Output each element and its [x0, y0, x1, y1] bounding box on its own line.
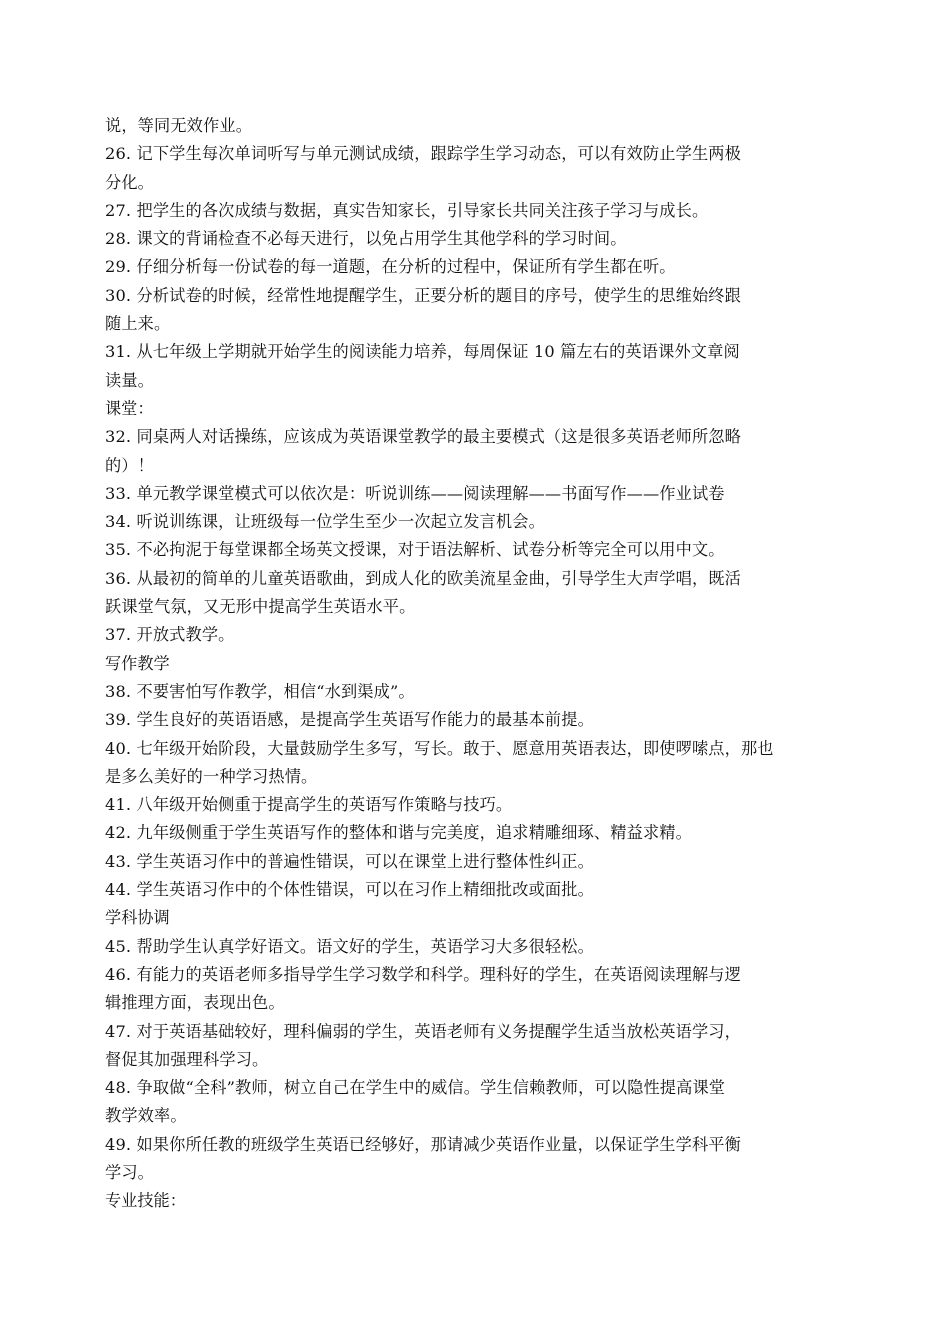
text-line: 28. 课文的背诵检查不必每天进行，以免占用学生其他学科的学习时间。	[105, 229, 627, 249]
text-line: 30. 分析试卷的时候，经常性地提醒学生，正要分析的题目的序号，使学生的思维始终跟	[105, 285, 741, 305]
text-line: 35. 不必拘泥于每堂课都全场英文授课，对于语法解析、试卷分析等完全可以用中文。	[105, 540, 725, 560]
text-line: 37. 开放式教学。	[105, 625, 235, 645]
text-line: 读量。	[105, 370, 155, 390]
text-line: 27. 把学生的各次成绩与数据，真实告知家长，引导家长共同关注孩子学习与成长。	[105, 200, 709, 220]
text-line: 38. 不要害怕写作教学，相信“水到渠成”。	[105, 681, 415, 701]
document-page	[105, 112, 850, 1216]
text-line: 随上来。	[105, 314, 171, 334]
text-line: 26. 记下学生每次单词听写与单元测试成绩，跟踪学生学习动态，可以有效防止学生两极	[105, 144, 741, 164]
text-line: 学习。	[105, 1162, 155, 1182]
text-line: 43. 学生英语习作中的普遍性错误，可以在课堂上进行整体性纠正。	[105, 851, 594, 871]
text-line: 47. 对于英语基础较好，理科偏弱的学生，英语老师有义务提醒学生适当放松英语学习，	[105, 1021, 741, 1041]
section-heading-classroom: 课堂：	[105, 398, 154, 418]
text-line: 辑推理方面，表现出色。	[105, 993, 285, 1013]
text-line: 45. 帮助学生认真学好语文。语文好的学生，英语学习大多很轻松。	[105, 936, 594, 956]
text-line: 34. 听说训练课，让班级每一位学生至少一次起立发言机会。	[105, 512, 545, 532]
text-line: 49. 如果你所任教的班级学生英语已经够好，那请减少英语作业量，以保证学生学科平衡	[105, 1134, 741, 1154]
text-line: 33. 单元教学课堂模式可以依次是：听说训练——阅读理解——书面写作——作业试卷	[105, 483, 725, 503]
text-line: 说，等同无效作业。	[105, 116, 253, 135]
text-line: 31. 从七年级上学期就开始学生的阅读能力培养，每周保证 10 篇左右的英语课外文章阅	[105, 342, 740, 362]
section-heading-subject-coordination: 学科协调	[105, 908, 170, 928]
text-line: 跃课堂气氛，又无形中提高学生英语水平。	[105, 597, 416, 617]
text-line: 46. 有能力的英语老师多指导学生学习数学和科学。理科好的学生，在英语阅读理解与逻	[105, 964, 741, 984]
text-line: 是多么美好的一种学习热情。	[105, 766, 318, 786]
text-line: 44. 学生英语习作中的个体性错误，可以在习作上精细批改或面批。	[105, 880, 594, 900]
text-line: 39. 学生良好的英语语感，是提高学生英语写作能力的最基本前提。	[105, 710, 594, 730]
text-line: 36. 从最初的简单的儿童英语歌曲，到成人化的欧美流星金曲，引导学生大声学唱，既活	[105, 568, 741, 588]
text-line: 48. 争取做“全科”教师，树立自己在学生中的威信。学生信赖教师，可以隐性提高课堂	[105, 1078, 726, 1098]
text-line: 分化。	[105, 172, 155, 192]
text-line: 42. 九年级侧重于学生英语写作的整体和谐与完美度，追求精雕细琢、精益求精。	[105, 823, 692, 843]
text-line: 29. 仔细分析每一份试卷的每一道题，在分析的过程中，保证所有学生都在听。	[105, 257, 676, 277]
text-line: 41. 八年级开始侧重于提高学生的英语写作策略与技巧。	[105, 795, 513, 815]
text-line: 32. 同桌两人对话操练，应该成为英语课堂教学的最主要模式（这是很多英语老师所忽略	[105, 427, 741, 447]
section-heading-writing: 写作教学	[105, 653, 170, 673]
text-line: 的）！	[105, 455, 155, 475]
text-line: 教学效率。	[105, 1106, 187, 1126]
text-line: 40. 七年级开始阶段，大量鼓励学生多写，写长。敢于、愿意用英语表达，即使啰嗦点，那也	[105, 738, 774, 758]
text-line: 督促其加强理科学习。	[105, 1049, 269, 1069]
section-heading-professional-skills: 专业技能：	[105, 1191, 186, 1211]
